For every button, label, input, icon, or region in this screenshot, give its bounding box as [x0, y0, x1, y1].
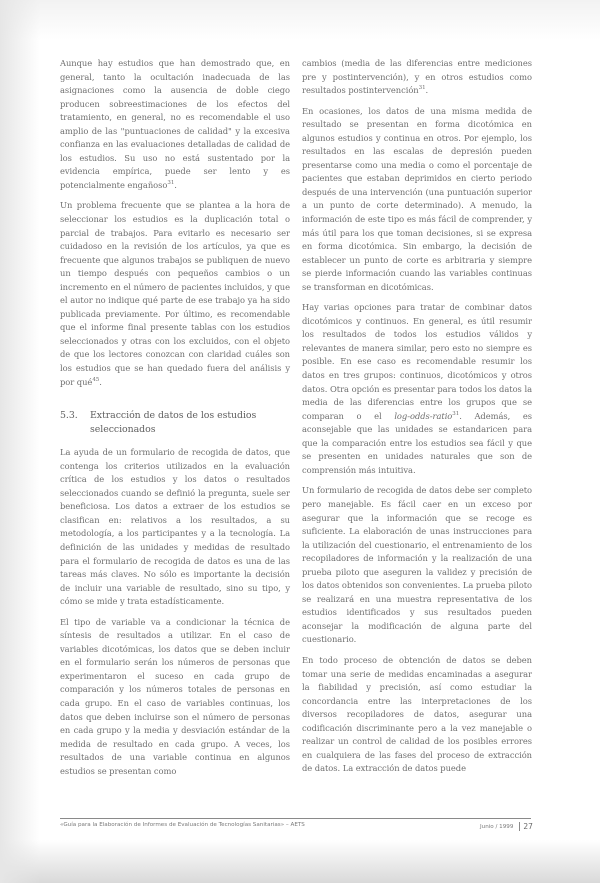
- section-title: Extracción de datos de los estudios seleccionados: [90, 410, 257, 435]
- paragraph-text: Hay varias opciones para tratar de combinar datos dicotómicos y continuos. En general, es útil resumir los resultados de todos los estudios válidos y relevantes de manera similar, pero esto no siempre es posible. En ese caso es recomendable resumir los datos en tres grupos: continuos, dicotómicos y otros datos. Otra opción es presentar para todos los datos la media de las diferencias entre los grupos que se comparan o el: [302, 302, 532, 421]
- paragraph: En ocasiones, los datos de una misma medida de resultado se presentan en forma dicotómica en algunos estudios y continua en otros. Por ejemplo, los resultados en las escalas de depresión pueden presentarse como una media o como el porcentaje de pacientes que estaban deprimidos en cierto periodo después de una intervención (una puntuación superior a un punto de corte determinado). A menudo, la información de este tipo es más fácil de comprender, y más útil para los que toman decisiones, si se expresa en forma dicotómica. Sin embargo, la decisión de establecer un punto de corte es arbitraria y siempre se pierde información cuando las variables continuas se transforman en dicotómicas.: [302, 105, 532, 292]
- right-column: [302, 57, 532, 783]
- section-heading: [60, 409, 290, 436]
- footer-title: «Guía para la Elaboración de Informes de Evaluación de Tecnologías Sanitarias»: [60, 822, 285, 828]
- italic-term: log-odds-ratio: [394, 410, 453, 421]
- scan-shadow: [0, 0, 40, 883]
- paragraph: La ayuda de un formulario de recogida de datos, que contenga los criterios utilizados en la evaluación crítica de los estudios y los datos o resultados seleccionados cuando se definió la pregunta, suele ser beneficiosa. Los datos a extraer de los estudios se clasifican en: relativos a los resultados, a su metodología, a los participantes y a la tecnología. La definición de las unidades y medidas de resultado para el formulario de recogida de datos es una de las tareas más claves. No sólo es importante la decisión de incluir una variable de resultado, sino su tipo, y cómo se mide y trata estadísticamente.: [60, 447, 290, 607]
- footer-org: – AETS: [285, 822, 305, 828]
- section-number: 5.3.: [60, 410, 78, 422]
- footer-right: [480, 822, 533, 831]
- footer-divider: [60, 818, 531, 819]
- reference-superscript: 31: [452, 410, 460, 417]
- paragraph: [302, 301, 532, 477]
- paragraph-text: cambios (media de las diferencias entre mediciones pre y postintervención), y en otros estudios como resultados postintervención: [302, 58, 532, 96]
- reference-superscript: 45: [92, 376, 100, 383]
- paragraph-text: . Además, es aconsejable que las unidades se estandaricen para que la comparación entre los estudios sea fácil y que se presenten en unidades naturales que son de comprensión más intuitiva.: [302, 410, 532, 475]
- paragraph: El tipo de variable va a condicionar la técnica de síntesis de resultados a utilizar. En el caso de variables dicotómicas, los datos que se deben incluir en el formulario serán los números de personas que experimentaron el suceso en cada grupo de comparación y los números totales de personas en cada grupo. En el caso de variables continuas, los datos que deben incluirse son el número de personas en cada grupo y la media y desviación estándar de la medida de resultado en cada grupo. A veces, los resultados de una variable continua en algunos estudios se presentan como: [60, 616, 290, 776]
- paragraph: cambios (media de las diferencias entre mediciones pre y postintervención), y en otros estudios como resultados postintervención$^{31}$.: [302, 58, 532, 96]
- paragraph: Un problema frecuente que se plantea a la hora de seleccionar los estudios es la duplicación total o parcial de trabajos. Para evitarlo es necesario ser cuidadoso en la revisión de los artículos, ya que es frecuente que algunos trabajos se publiquen de nuevo un tiempo después con pequeños cambios o un incremento en el número de pacientes incluidos, y que el autor no indique qué parte de ese trabajo ya ha sido publicada previamente. Por último, es recomendable que el informe final presente tablas con los estudios seleccionados y otras con los excluidos, con el objeto de que los lectores conozcan con claridad cuáles son los estudios que se han quedado fuera del análisis y por qué$^{45}$.: [60, 200, 290, 387]
- left-column: [60, 57, 290, 785]
- paragraph: En todo proceso de obtención de datos se deben tomar una serie de medidas encaminadas a asegurar la fiabilidad y precisión, así como estudiar la concordancia entre las interpretaciones de los diversos recopiladores de datos, asegurar una codificación discriminante pero a la vez manejable o realizar un control de calidad de los posibles errores en cualquiera de las fases del proceso de extracción de datos. La extracción de datos puede: [302, 654, 532, 774]
- footer-left: [60, 822, 305, 828]
- footer-date: Junio / 1999: [480, 823, 514, 830]
- paragraph: Aunque hay estudios que han demostrado que, en general, tanto la ocultación inadecuada de las asignaciones como la ausencia de doble ciego producen sobreestimaciones de los efectos del tratamiento, en general, no es recomendable el uso amplio de las "puntuaciones de calidad" y la excesiva confianza en las evaluaciones detalladas de calidad de los estudios. Su uso no está sustentado por la evidencia empírica, puede ser lento y es potencialmente engañoso$^{31}$.: [60, 58, 290, 190]
- page-number: 27: [519, 822, 533, 831]
- paragraph-text: Un problema frecuente que se plantea a la hora de seleccionar los estudios es la duplicación total o parcial de trabajos. Para evitarlo es necesario ser cuidadoso en la revisión de los artículos, ya que es frecuente que algunos trabajos se publiquen de nuevo un tiempo después con pequeños cambios o un incremento en el número de pacientes incluidos, y que el autor no indique qué parte de ese trabajo ya ha sido publicada previamente. Por último, es recomendable que el informe final presente tablas con los estudios seleccionados y otras con los excluidos, con el objeto de que los lectores conozcan con claridad cuáles son los estudios que se han quedado fuera del análisis y por qué: [60, 200, 290, 387]
- reference-superscript: 31: [167, 179, 175, 186]
- paragraph-text: Aunque hay estudios que han demostrado que, en general, tanto la ocultación inadecuada de las asignaciones como la ausencia de doble ciego producen sobreestimaciones de los efectos del tratamiento, en general, no es recomendable el uso amplio de las "puntuaciones de calidad" y la excesiva confianza en las evaluaciones detalladas de calidad de los estudios. Su uso no está sustentado por la evidencia empírica, puede ser lento y es potencialmente engañoso: [60, 58, 290, 190]
- reference-superscript: 31: [418, 85, 426, 92]
- paragraph: Un formulario de recogida de datos debe ser completo pero manejable. Es fácil caer en un exceso por asegurar que la información que se recoge es suficiente. La elaboración de unas instrucciones para la utilización del cuestionario, el entrenamiento de los recopiladores de información y la realización de una prueba piloto que aseguren la validez y precisión de los datos obtenidos son convenientes. La prueba piloto se realizará en una muestra representativa de los estudios identificados y sus resultados pueden aconsejar la modificación de alguna parte del cuestionario.: [302, 485, 532, 645]
